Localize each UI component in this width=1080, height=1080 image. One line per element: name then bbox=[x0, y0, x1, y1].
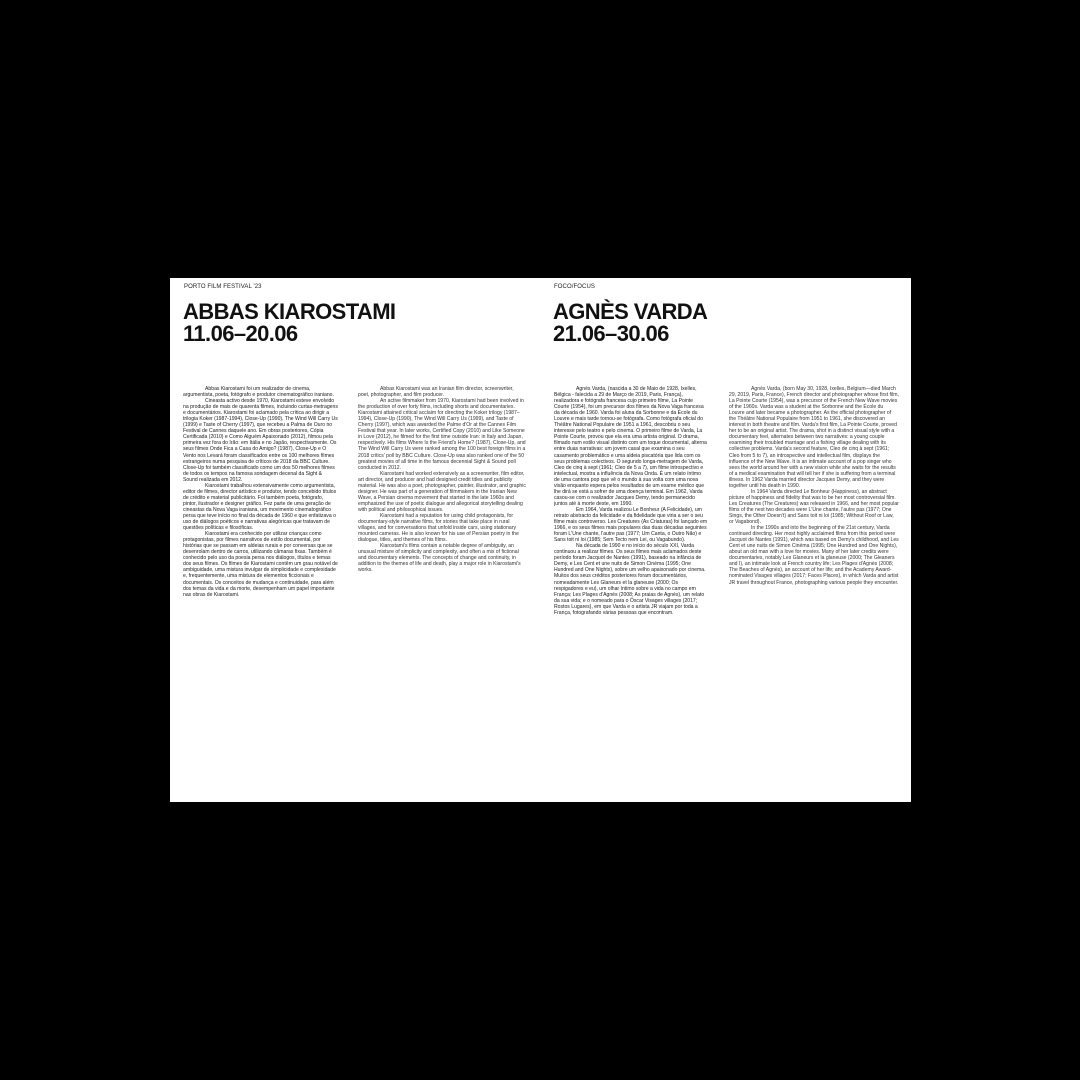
title-name: AGNÈS VARDA bbox=[553, 299, 708, 324]
paragraph: An active filmmaker from 1970, Kiarostami had been involved in the production of over forty films, including shorts and documentaries. Kiarostami attained critical acclaim for directing the Koker trilogy (1987–1994), Close-Up (1990), The Wind Will Carry Us (1999), and Taste of Cherry (1997), which was awarded the Palme d'Or at the Cannes Film Festival that year. In later works, Certified Copy (2010) and Like Someone in Love (2012), he filmed for the first time outside Iran: in Italy and Japan, respectively. His films Where Is the Friend's Home? (1987), Close-Up, and The Wind Will Carry Us were ranked among the 100 best foreign films in a 2018 critics' poll by BBC Culture. Close-Up was also ranked one of the 50 greatest movies of all time in the famous decennial Sight & Sound poll conducted in 2012. bbox=[358, 398, 526, 471]
portuguese-text-column bbox=[554, 386, 708, 616]
paragraph: Abbas Kiarostami foi um realizador de cinema, argumentista, poeta, fotógrafo e produtor cinematográfico iraniano. bbox=[183, 386, 334, 399]
paragraph: In 1964 Varda directed Le Bonheur (Happiness), an abstract picture of happiness and fidelity that was to be her most controversial film. Les Creatures (The Creatures) was released in 1966, and her most popular films of the next two decades were L'Une chante, l'autre pas (1977; One Sings, the Other Doesn't) and Sans toit ni loi (1985; Without Roof or Law, or Vagabond). bbox=[729, 488, 899, 526]
running-header: PORTO FILM FESTIVAL '23 bbox=[184, 284, 262, 290]
paragraph: Kiarostami's films contain a notable degree of ambiguity, an unusual mixture of simplicity and complexity, and often a mix of fictional and documentary elements. The concepts of change and continuity, in addition to the themes of life and death, play a major role in Kiarostami's works. bbox=[358, 543, 521, 574]
paragraph: In the 1990s and into the beginning of the 21st century, Varda continued directing. Her most highly acclaimed films from this period were Jacquot de Nantes (1991), which was based on Demy's childhood, and Les Cent et une nuits de Simon Cinéma (1995; One Hundred and One Nights), about an old man with a love for movies. Many of her later credits were documentaries, notably Les Glaneurs et la glaneuse (2000; The Gleaners and I), an intimate look at French country life; Les Plages d'Agnès (2008; The Beaches of Agnès), an account of her life; and the Academy Award-nominated Visages villages (2017; Faces Places), in which Varda and artist JR travel throughout France, photographing various people they encounter. bbox=[729, 525, 899, 586]
paragraph: Na década de 1990 e no início do século XXI, Varda continuou a realizar filmes. Os seus filmes mais aclamados deste período foram Jacquot de Nantes (1991), baseado na infância de Demy, e Les Cent et une nuits de Simon Cinéma (1995; One Hundred and One Nights), sobre um velho apaixonado por cinema. Muitos dos seus créditos posteriores foram documentários, nomeadamente Les Glaneurs et la glaneuse (2000; Os respigadores e eu), um olhar íntimo sobre a vida no campo em França; Les Plages d'Agnès (2008; As praias de Agnès), um relato da sua vida; e o nomeado para o Óscar Visages villages (2017; Rostos Lugares), em que Varda e o artista JR viajam por toda a França, fotografando várias pessoas que encontram. bbox=[554, 543, 706, 616]
running-header: FOCO/FOCUS bbox=[554, 284, 595, 290]
paragraph: Em 1964, Varda realizou Le Bonheur (A Felicidade), um retrato abstracto da felicidade e da fidelidade que viria a ser o seu filme mais controverso. Les Creatures (As Criaturas) foi lançado em 1966, e os seus filmes mais populares das duas décadas seguintes foram L'Une chante, l'autre pas (1977; Um Canta, o Outro Não) e Sans toit ni loi (1985; Sem Tecto nem Lei, ou Vagabundo). bbox=[554, 506, 708, 544]
paragraph: Kiarostami era conhecido por utilizar crianças como protagonistas, por filmes narrativos de estilo documental, por histórias que se passam em aldeias rurais e por conversas que se desenrolam dentro de carros, utilizando câmaras fixas. Também é conhecido pelo uso da poesia persa nos diálogos, títulos e temas dos seus filmes. Os filmes de Kiarostami contêm um grau notável de ambiguidade, uma mistura invulgar de simplicidade e complexidade e, frequentemente, uma mistura de elementos ficcionais e documentais. Os conceitos de mudança e continuidade, para além dos temas da vida e da morte, desempenham um papel importante nas obras de Kiarostami. bbox=[183, 531, 338, 598]
paragraph: Cineasta activo desde 1970, Kiarostami esteve envolvido na produção de mais de quarenta filmes, incluindo curtas-metragens e documentários. Kiarostami foi aclamado pela crítica ao dirigir a trilogia Koker (1987-1994), Close-Up (1990), The Wind Will Carry Us (1999) e Taste of Cherry (1997), que recebeu a Palma de Ouro no Festival de Cannes daquele ano. Em obras posteriores, Cópia Certificada (2010) e Como Alguém Apaixonado (2012), filmou pela primeira vez fora do Irão: em Itália e no Japão, respectivamente. Os seus filmes Onde Fica a Casa do Amigo? (1987), Close-Up e O Vento nos Levará foram classificados entre os 100 melhores filmes estrangeiros numa pesquisa de críticos de 2018 da BBC Culture. Close-Up foi também classificado como um dos 50 melhores filmes de todos os tempos na famosa sondagem decenal da Sight & Sound realizada em 2012. bbox=[183, 398, 338, 483]
page-title bbox=[183, 301, 395, 345]
title-dates: 21.06–30.06 bbox=[553, 321, 669, 346]
portuguese-text-column bbox=[183, 386, 338, 598]
title-name: ABBAS KIAROSTAMI bbox=[183, 299, 396, 324]
left-page bbox=[170, 278, 540, 802]
magazine-spread bbox=[170, 278, 911, 802]
english-text-column bbox=[729, 386, 899, 586]
paragraph: Kiarostami had worked extensively as a screenwriter, film editor, art director, and producer and had designed credit titles and publicity material. He was also a poet, photographer, painter, illustrator, and graphic designer. He was part of a generation of filmmakers in the Iranian New Wave, a Persian cinema movement that started in the late 1960s and emphasized the use of poetic dialogue and allegorical storytelling dealing with political and philosophical issues. bbox=[358, 470, 526, 513]
paragraph: Kiarostami had a reputation for using child protagonists, for documentary-style narrative films, for stories that take place in rural villages, and for conversations that unfold inside cars, using stationary mounted cameras. He is also known for his use of Persian poetry in the dialogue, titles, and themes of his films. bbox=[358, 512, 519, 544]
english-text-column bbox=[358, 386, 526, 573]
title-dates: 11.06–20.06 bbox=[183, 321, 298, 346]
paragraph: Agnès Varda, (nascida a 30 de Maio de 1928, Ixelles, Bélgica - falecida a 29 de Março de 2019, Paris, França), realizadora e fotógrafa francesa cujo primeiro filme, La Pointe Courte (1954), foi um precursor dos filmes da Nova Vaga francesa da década de 1960. Varda foi aluna da Sorbonne e da École du Louvre e mais tarde tornou-se fotógrafa. Como fotógrafa oficial do Théâtre National Populaire de 1951 a 1961, descobriu o seu interesse pelo teatro e pelo cinema. O primeiro filme de Varda, La Pointe Courte, provou que ela era uma artista original. O drama, filmado num estilo visual distinto com um toque documental, alterna entre duas narrativas: um jovem casal que examina o seu casamento problemático e uma aldeia piscatória que lida com os seus problemas colectivos. O segundo longa-metragem de Varda, Cleo de cinq à sept (1961; Cleo de 5 a 7), um filme introspectivo e intelectual, mostra a influência da Nova Onda. É um relato íntimo de uma cantora pop que vê o mundo à sua volta com uma nova visão enquanto espera pelos resultados de um exame médico que lhe dirá se está a sofrer de uma doença terminal. Em 1962, Varda casou-se com o realizador Jacques Demy, tendo permanecido juntos até à morte deste, em 1990. bbox=[554, 386, 707, 507]
paragraph: Kiarostami trabalhou extensivamente como argumentista, editor de filmes, director artístico e produtor, tendo concebido títulos de crédito e material publicitário. Foi também poeta, fotógrafo, pintor, ilustrador e designer gráfico. Fez parte de uma geração de cineastas da Nova Vaga iraniana, um movimento cinematográfico persa que teve início no final da década de 1960 e que enfatizava o uso de diálogos poéticos e narrativas alegóricas que tratavam de questões políticas e filosóficas. bbox=[183, 482, 337, 532]
paragraph: Agnès Varda, (born May 30, 1928, Ixelles, Belgium—died March 29, 2019, Paris, France), French director and photographer whose first film, La Pointe Courte (1954), was a precursor of the French New Wave movies of the 1960s. Varda was a student at the Sorbonne and the École du Louvre and later became a photographer. As the official photographer of the Théâtre National Populaire from 1951 to 1961, she discovered an interest in both theatre and film. Varda's first film, La Pointe Courte, proved her to be an original artist. The drama, shot in a distinct visual style with a documentary feel, alternates between two narratives: a young couple examining their troubled marriage and a fishing village dealing with its collective problems. Varda's second feature, Cleo de cinq à sept (1961; Cleo from 5 to 7), an introspective and intellectual film, displays the influence of the New Wave. It is an intimate account of a pop singer who sees the world around her with a new vision while she waits for the results of a medical examination that will tell her if she is suffering from a terminal illness. In 1962 Varda married director Jacques Demy, and they were together until his death in 1990. bbox=[729, 386, 899, 489]
page-title bbox=[553, 301, 707, 345]
right-page bbox=[540, 278, 911, 802]
paragraph: Abbas Kiarostami was an Iranian film director, screenwriter, poet, photographer, and film producer. bbox=[358, 386, 514, 399]
